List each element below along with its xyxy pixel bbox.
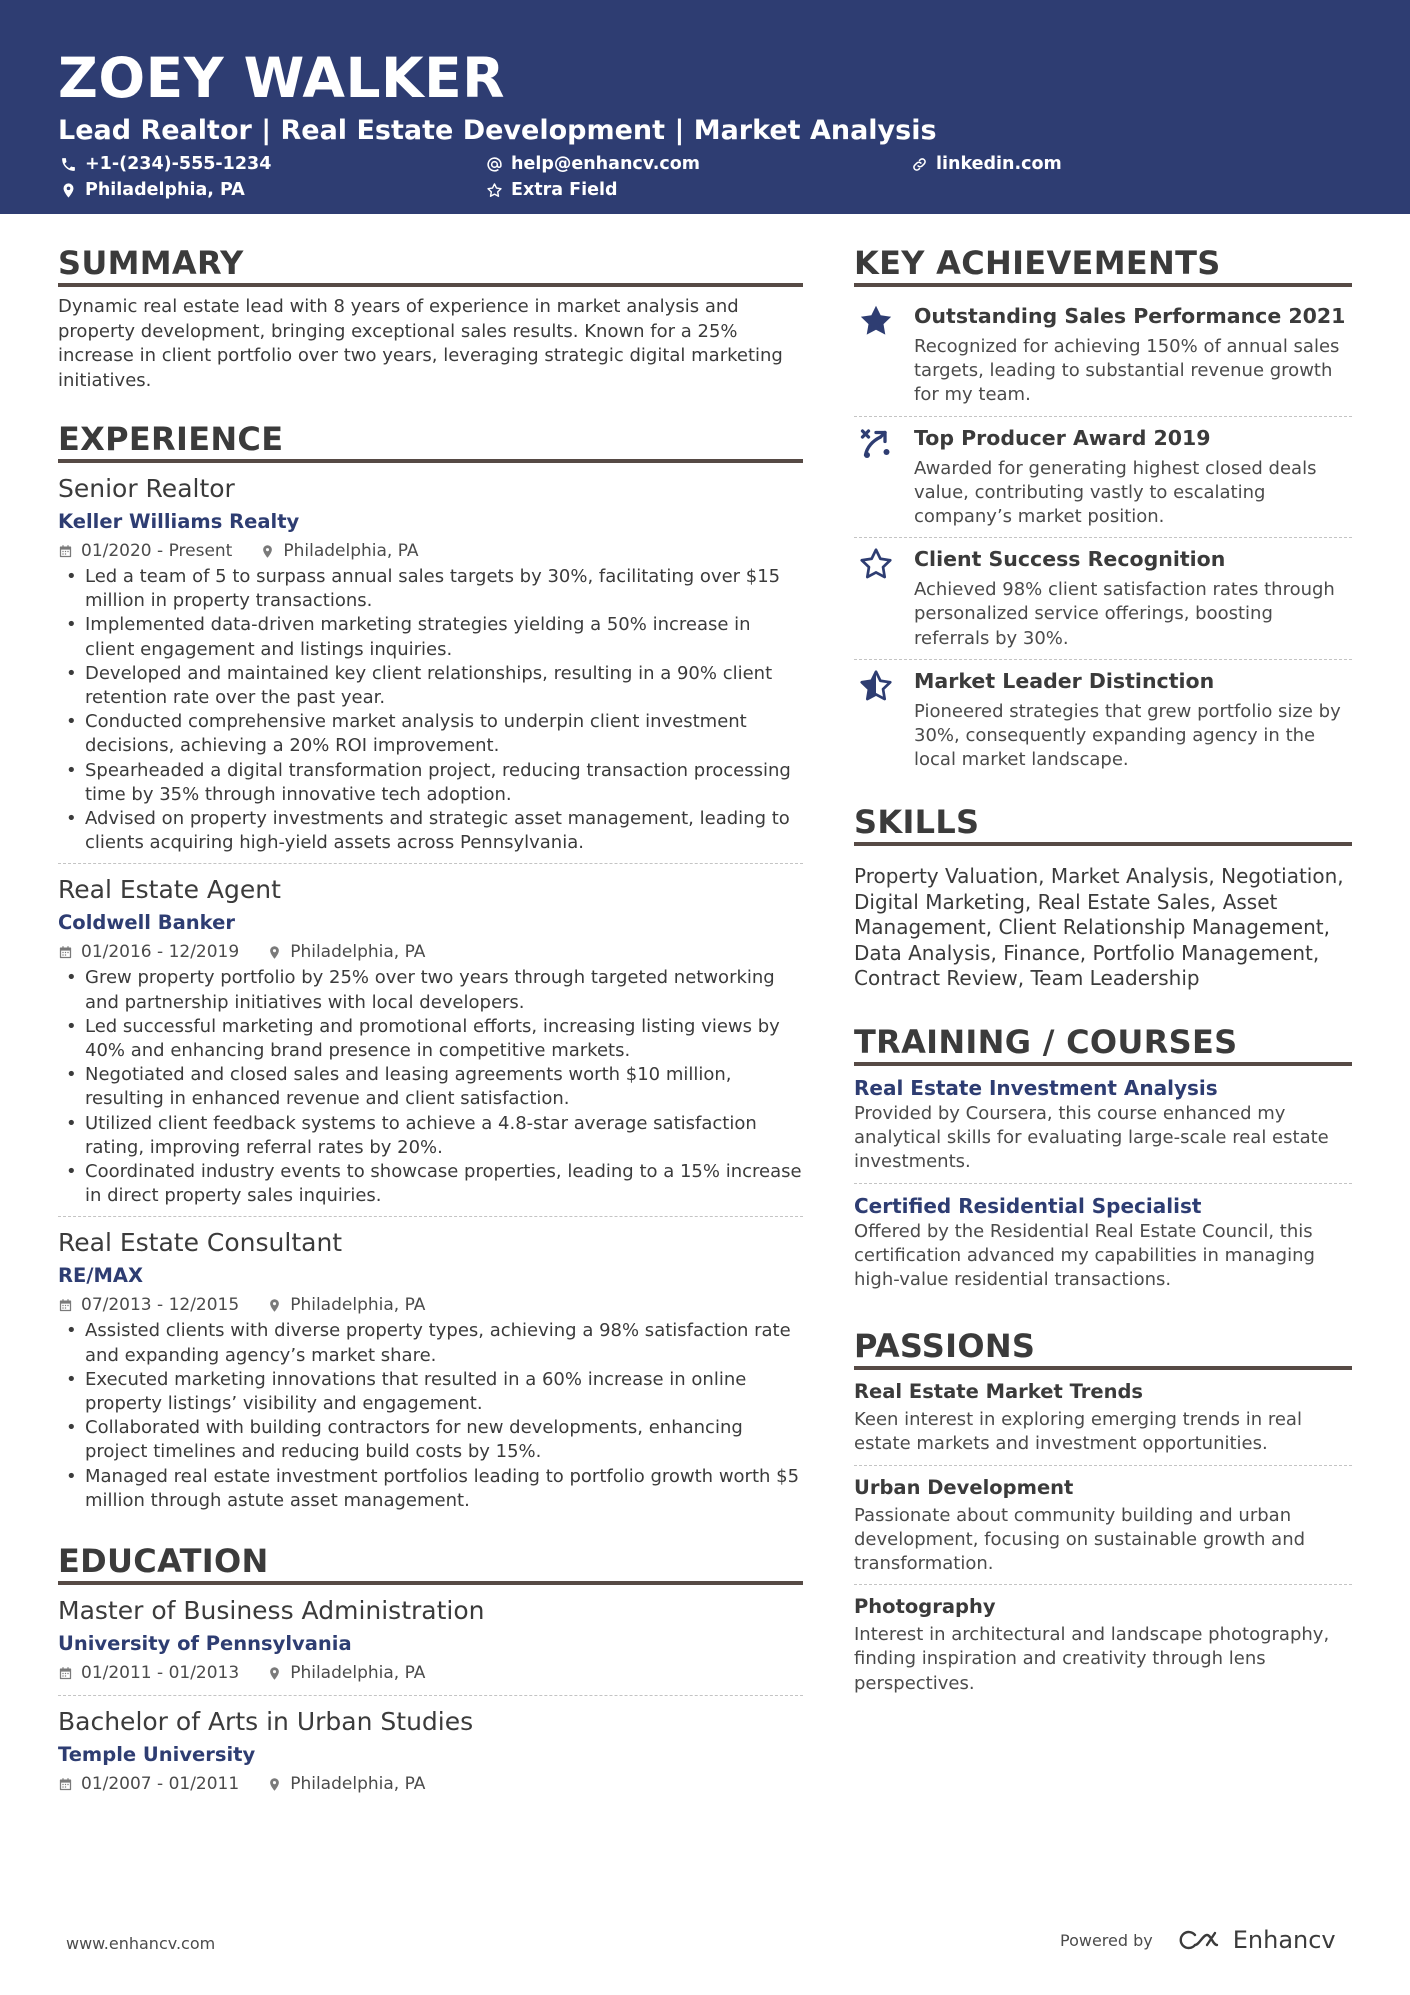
course-title: Certified Residential Specialist [854,1193,1202,1218]
achievement-body [914,666,1352,773]
job-bullet: • Developed and maintained key client relationships, resulting in a 90% client retention rate over the past year. [58,662,803,710]
education-dates-text: 01/2007 - 01/2011 [81,1774,240,1795]
passion-title: Photography [854,1595,996,1619]
job-bullet: • Conducted comprehensive market analysis to underpin client investment decisions, achieving a 20% ROI improvement. [58,710,803,758]
job-entry [58,471,803,864]
at-icon [486,156,503,173]
job-bullets [58,565,803,855]
job-meta [58,537,803,565]
education-location-text: Philadelphia, PA [290,1663,426,1684]
skills-section [854,802,1352,992]
job-meta [58,1291,803,1319]
school-name: University of Pennsylvania [58,1632,352,1656]
passion-item [854,1593,1352,1704]
job-location-text: Philadelphia, PA [290,942,426,963]
contact-linkedin[interactable] [911,154,1062,174]
phone-icon [60,156,77,173]
achievement-item [854,660,1352,781]
location-pin-icon [260,544,275,559]
job-bullet: • Implemented data-driven marketing strategies yielding a 50% increase in client engagement and listings inquiries. [58,613,803,661]
location-text: Philadelphia, PA [85,180,245,200]
job-bullet: • Utilized client feedback systems to achieve a 4.8-star average satisfaction rating, improving referral rates by 20%. [58,1112,803,1160]
degree-title: Bachelor of Arts in Urban Studies [58,1707,474,1737]
job-dates-text: 07/2013 - 12/2015 [81,1295,240,1316]
job-dates [58,537,232,565]
brand-name: Enhancv [1232,1926,1336,1954]
contact-phone[interactable] [60,154,271,174]
resume-header [0,0,1410,214]
training-title: TRAINING / COURSES [854,1022,1352,1066]
education-meta [58,1770,803,1798]
job-entry [58,1225,803,1521]
passion-desc: Interest in architectural and landscape photography, finding inspiration and creativity through lens perspectives. [854,1624,1330,1694]
achievement-item [854,295,1352,417]
extra-text: Extra Field [511,180,618,200]
job-dates-text: 01/2020 - Present [81,541,233,561]
job-bullet: • Coordinated industry events to showcase properties, leading to a 15% increase in direct property sales inquiries. [58,1160,803,1208]
email-text: help@enhancv.com [511,154,701,174]
location-pin-icon [60,182,77,199]
job-bullet: • Executed marketing innovations that resulted in a 60% increase in online property listings’ visibility and engagement. [58,1368,803,1416]
experience-section [58,419,803,1521]
calendar-icon [58,945,73,960]
contact-email[interactable] [486,154,700,174]
job-dates [58,1291,239,1319]
job-location [267,1291,425,1319]
achievement-title: Top Producer Award 2019 [914,425,1211,450]
education-title: EDUCATION [58,1541,803,1585]
job-bullet: • Led a team of 5 to surpass annual sales targets by 30%, facilitating over $15 million in property transactions. [58,565,803,613]
job-dates-text: 01/2016 - 12/2019 [81,942,240,963]
job-meta [58,938,803,966]
achievement-desc: Achieved 98% client satisfaction rates through personalized service offerings, boosting referrals by 30%. [914,579,1335,649]
star-outline-icon [486,182,503,199]
skills-text: Property Valuation, Market Analysis, Negotiation, Digital Marketing, Real Estate Sales, Asset Management, Client Relationship Management, Data Analysis, Finance, Portfolio Management, Contract Review, Team Leadership [854,864,1344,991]
achievement-item [854,417,1352,539]
location-pin-icon [267,1298,282,1313]
calendar-icon [58,1777,73,1792]
job-entry [58,872,803,1217]
education-location-text: Philadelphia, PA [290,1774,426,1795]
passions-section [854,1326,1352,1704]
powered-by-text: Powered by [1060,1930,1153,1950]
course-desc: Offered by the Residential Real Estate Council, this certification advanced my capabilities in managing high-value residential transactions. [854,1220,1315,1290]
summary-section [58,243,803,393]
education-entry [58,1704,803,1806]
linkedin-text: linkedin.com [936,154,1062,174]
left-column [58,243,803,1814]
achievement-title: Client Success Recognition [914,547,1226,572]
job-dates [58,938,239,966]
achievement-icon-wrap [854,301,914,408]
job-location-text: Philadelphia, PA [290,1295,426,1316]
achievements-section [854,243,1352,780]
passion-item [854,1474,1352,1586]
enhancv-logo-icon [1177,1928,1223,1952]
job-bullet: • Collaborated with building contractors for new developments, enhancing project timelines and reducing build costs by 15%. [58,1416,803,1464]
link-icon [911,156,928,173]
course-desc: Provided by Coursera, this course enhanced my analytical skills for evaluating large-scale real estate investments. [854,1102,1329,1173]
achievement-title: Outstanding Sales Performance 2021 [914,304,1346,328]
achievement-desc: Recognized for achieving 150% of annual sales targets, leading to substantial revenue growth for my team. [914,336,1340,406]
location-pin-icon [267,945,282,960]
job-bullets [58,1319,803,1513]
education-dates [58,1770,239,1798]
job-bullet: • Negotiated and closed sales and leasing agreements worth $10 million, resulting in enhanced revenue and client satisfaction. [58,1063,803,1111]
job-title: Real Estate Agent [58,875,281,905]
achievement-body [914,423,1352,530]
skills-title: SKILLS [854,802,1352,846]
company-name: RE/MAX [58,1264,143,1288]
experience-title: EXPERIENCE [58,419,803,463]
course-item [854,1192,1352,1301]
education-location [267,1770,425,1798]
passion-title: Urban Development [854,1475,1074,1499]
job-location [267,938,425,966]
job-location-text: Philadelphia, PA [283,541,419,561]
star-filled-icon [858,303,894,339]
passion-title: Real Estate Market Trends [854,1380,1144,1404]
passions-title: PASSIONS [854,1326,1352,1370]
job-title: Senior Realtor [58,474,235,503]
contact-location [60,180,245,200]
company-name: Keller Williams Realty [58,510,300,533]
achievement-icon-wrap [854,423,914,530]
education-dates [58,1659,239,1687]
contact-info [58,154,1410,208]
education-section [58,1541,803,1806]
strategy-icon [858,425,894,461]
achievement-title: Market Leader Distinction [914,668,1215,693]
degree-title: Master of Business Administration [58,1596,485,1626]
training-section [854,1022,1352,1300]
achievement-body [914,301,1352,408]
education-dates-text: 01/2011 - 01/2013 [81,1663,240,1684]
course-item [854,1074,1352,1184]
job-bullets [58,966,803,1208]
passion-desc: Passionate about community building and urban development, focusing on sustainable growth and transformation. [854,1504,1306,1574]
contact-extra [486,180,618,200]
job-bullet: • Grew property portfolio by 25% over two years through targeted networking and partnership initiatives with local developers. [58,966,803,1014]
star-outline-icon [858,546,894,582]
achievement-body [914,544,1352,651]
school-name: Temple University [58,1743,256,1767]
right-column [854,243,1352,1712]
job-bullet: • Assisted clients with diverse property types, achieving a 98% satisfaction rate and expanding agency’s market share. [58,1319,803,1367]
location-pin-icon [267,1777,282,1792]
passion-desc: Keen interest in exploring emerging trends in real estate markets and investment opportunities. [854,1409,1302,1455]
candidate-name: ZOEY WALKER [58,46,506,110]
job-bullet: • Spearheaded a digital transformation project, reducing transaction processing time by 35% through innovative tech adoption. [58,759,803,807]
achievement-icon-wrap [854,666,914,773]
job-bullet: • Led successful marketing and promotional efforts, increasing listing views by 40% and enhancing brand presence in competitive markets. [58,1015,803,1063]
location-pin-icon [267,1666,282,1681]
education-meta [58,1659,803,1687]
course-title: Real Estate Investment Analysis [854,1075,1218,1100]
calendar-icon [58,1298,73,1313]
job-location [260,537,418,565]
achievements-title: KEY ACHIEVEMENTS [854,243,1352,287]
summary-text: Dynamic real estate lead with 8 years of experience in market analysis and property development, bringing exceptional sales results. Known for a 25% increase in client portfolio over two years, leveraging strategic digital marketing initiatives. [58,296,783,391]
achievement-desc: Awarded for generating highest closed deals value, contributing vastly to escalating company’s market position. [914,457,1317,528]
job-bullet: • Managed real estate investment portfolios leading to portfolio growth worth $5 million through astute asset management. [58,1465,803,1513]
star-half-icon [858,668,894,704]
phone-text: +1-(234)-555-1234 [85,154,272,174]
job-title: Real Estate Consultant [58,1228,343,1258]
job-bullet: • Advised on property investments and strategic asset management, leading to clients acquiring high-yield assets across Pennsylvania. [58,807,803,855]
brand-logo[interactable] [1177,1926,1336,1954]
education-entry [58,1593,803,1696]
calendar-icon [58,544,73,559]
footer-website[interactable]: www.enhancv.com [66,1934,216,1953]
education-location [267,1659,425,1687]
summary-title: SUMMARY [58,243,803,287]
achievement-icon-wrap [854,544,914,651]
candidate-headline: Lead Realtor | Real Estate Development | Market Analysis [58,115,937,146]
passion-item [854,1378,1352,1465]
footer-branding [1060,1926,1336,1954]
company-name: Coldwell Banker [58,911,235,935]
achievement-item [854,538,1352,660]
calendar-icon [58,1666,73,1681]
achievement-desc: Pioneered strategies that grew portfolio size by 30%, consequently expanding agency in the local market landscape. [914,700,1341,771]
